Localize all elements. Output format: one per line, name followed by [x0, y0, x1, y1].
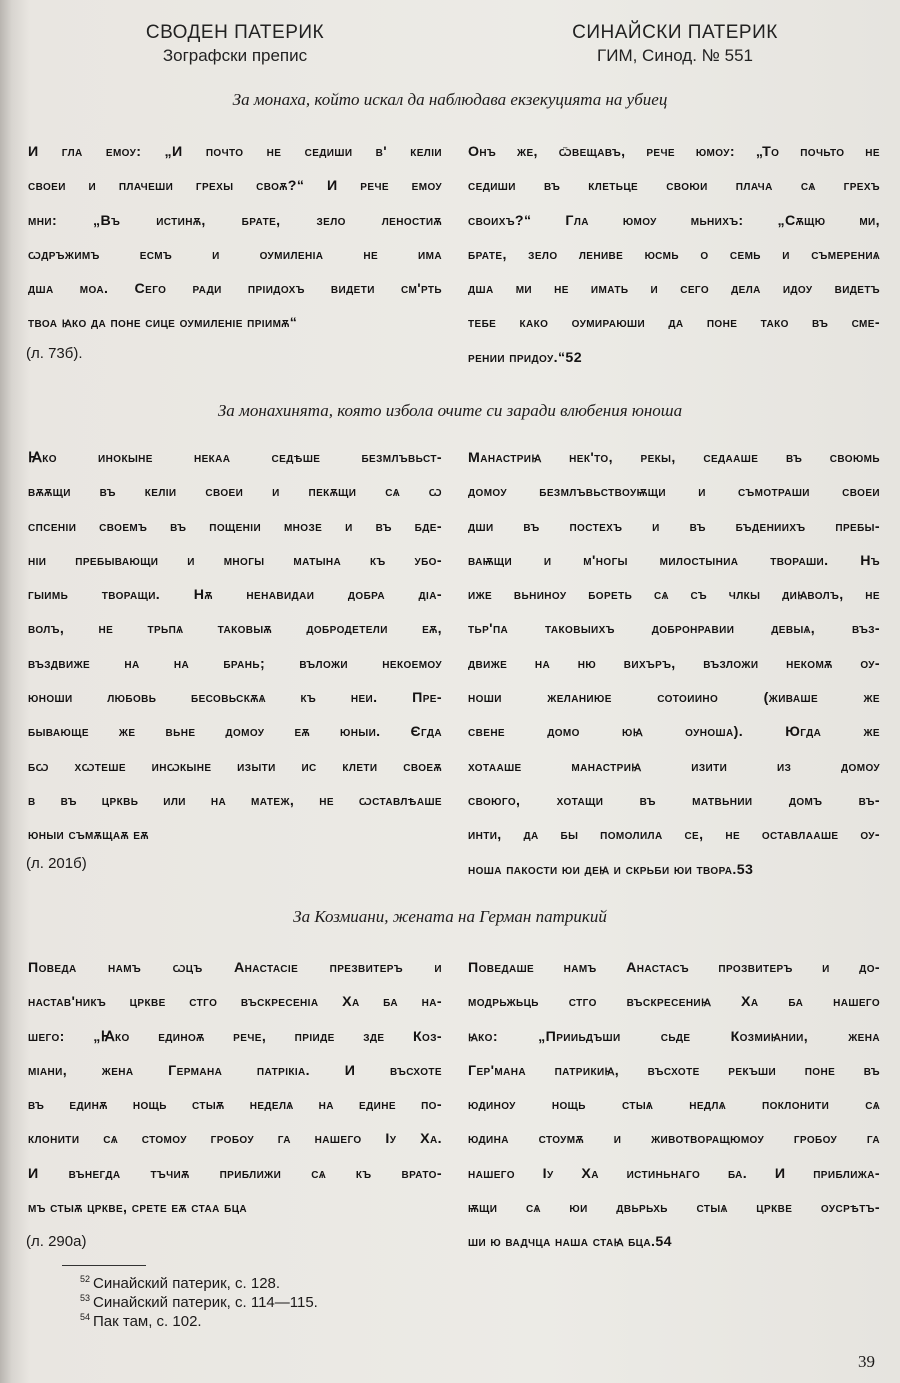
text-line: дши въ постехъ и въ бъдениихъ пребы-: [468, 518, 880, 535]
text-line: ѡдръжимъ есмъ и оумиленіа не има: [28, 246, 442, 263]
section-title: За монахинята, която избола очите си заради влюбения юноша: [217, 401, 683, 420]
left-column-text: [28, 441, 442, 853]
right-header: [550, 22, 800, 66]
text-line: И гла емоу: „И почто не седиши в' келіи: [28, 144, 442, 160]
footnote-number: 53: [80, 1293, 91, 1303]
text-line: рении придоу.“52: [468, 349, 583, 366]
text-line: своюго, хотащи въ матвьнии домъ въ-: [468, 792, 880, 809]
text-line: твоа ꙗко да поне сице оумиленіе пріимѫ“: [28, 315, 298, 332]
text-line: мни: „Въ истинѫ, брате, зело леностиѫ: [28, 212, 442, 229]
left-header-subtitle: Зографски препис: [162, 46, 308, 65]
text-line: нашего Іу Ха истиньнаго ба. И приближа-: [468, 1165, 880, 1182]
text-line: ши ю вадчца наша стаꙗ бца.54: [468, 1234, 672, 1251]
text-line: гыимь творащи. Нѫ ненавидаи добра діа-: [28, 587, 442, 604]
text-line: вѫѫщи въ келіи своеи и пекѫщи сѧ ѡ: [28, 484, 442, 501]
footnote-divider: [62, 1265, 146, 1266]
text-line: модрьжьць стго въскресениꙗ Ха ба нашего: [468, 994, 880, 1011]
footnote-text: Пак там, с. 102.: [93, 1313, 202, 1330]
footnote-number: 54: [80, 1312, 91, 1322]
text-line: Онъ же, ѿвещавъ, рече юмоу: „То почьто не: [468, 144, 880, 160]
text-line: ноши желаниюе сотоиино (живаше же: [468, 690, 880, 707]
text-line: юдина стоумѫ и животворащюмоу гробоу га: [468, 1131, 880, 1148]
section-title: За монаха, който искал да наблюдава екзекуцията на убиец: [232, 90, 668, 109]
text-line: тебе како оумираюши да поне тако въ сме-: [468, 315, 880, 332]
left-header-title: СВОДЕН ПАТЕРИК: [145, 22, 325, 43]
right-column-text: [468, 951, 880, 1260]
folio-reference: (л. 73б).: [26, 345, 83, 362]
text-line: тьр'па таковыихъ добронравии девыѧ, въз-: [468, 621, 880, 638]
text-line: волъ, не трьпѧ таковыѫ добродетели еѫ,: [28, 621, 442, 638]
text-line: ноша пакости юи деꙗ и скрьби юи твора.53: [468, 861, 754, 878]
footnote-text: Синайский патерик, с. 128.: [93, 1275, 281, 1292]
left-column-text: [28, 951, 442, 1225]
folio-reference: (л. 290а): [26, 1233, 87, 1250]
text-line: ніи пребывающи и многы матына къ убо-: [28, 552, 442, 569]
text-line: ꙗко: „Прииьдъши сьде Козмиꙗнии, жена: [468, 1028, 880, 1045]
text-line: инти, да бы помолила се, не оставлааше оу-: [468, 827, 880, 844]
left-header: [120, 22, 350, 66]
text-line: мъ стыѫ црквe, срете еѫ стаа бца: [28, 1200, 248, 1217]
left-column-text: [28, 135, 442, 341]
text-line: Поведаше намъ Анастасъ прозвитеръ и до-: [468, 960, 880, 976]
text-line: седиши въ клетьце своюи плача сѧ грехъ: [468, 178, 880, 195]
text-line: брате, зело лениве юсмь о семь и съмерениѧ: [468, 246, 880, 263]
text-line: бѡ хѡтеше инѡкыне изыти ис клети своеѫ: [28, 758, 442, 775]
text-line: бывающе же вьне домоу еѫ юныи. Єгда: [28, 724, 442, 741]
footnote-number: 52: [80, 1274, 91, 1284]
text-line: юдиноу нощь стыѧ недлѧ поклонити сѧ: [468, 1097, 880, 1114]
text-line: хотааше манастриꙗ изити из домоу: [468, 758, 880, 775]
text-line: Манастриꙗ нек'то, рекы, седааше въ своюмь: [468, 450, 880, 466]
text-line: в въ црквь или на матеж, не ѡставлѣаше: [28, 792, 442, 809]
text-line: клонити сѧ стомоу гробоу га нашего Іу Ха.: [28, 1131, 442, 1148]
right-column-text: [468, 135, 880, 375]
text-line: свене домо юꙗ оуноша). Югда же: [468, 724, 880, 741]
right-header-subtitle: ГИМ, Синод. № 551: [597, 46, 753, 65]
text-line: дша моа. Сего ради пріидохъ видети см'рть: [28, 281, 442, 298]
right-header-title: СИНАЙСКИ ПАТЕРИК: [572, 22, 778, 43]
text-line: Ꙗко инокыне некаа седѣше безмлъвьст-: [28, 450, 442, 466]
text-line: своеи и плачеши грехы своѫ?“ И рече емоу: [28, 178, 442, 195]
text-line: шего: „Ꙗко единоѫ рече, пріиде зде Коз-: [28, 1028, 442, 1045]
text-line: Гер'мана патрикиꙗ, въсхоте рекъши поне въ: [468, 1062, 880, 1079]
text-line: ѭщи сѧ юи двьрьхь стыѧ црквe оусрѣтъ-: [468, 1200, 880, 1217]
text-line: юноши любовь бесовьскѫѧ къ неи. Пре-: [28, 690, 442, 707]
text-line: своихъ?“ Гла юмоу мьнихъ: „Сѫщю ми,: [468, 212, 880, 229]
text-line: міани, жена Германа патрікіа. И въсхоте: [28, 1062, 442, 1079]
text-line: спсеніи своемъ въ пощеніи мнозе и въ бде-: [28, 518, 442, 535]
section-title: За Козмиани, жената на Герман патрикий: [293, 907, 607, 926]
right-column-text: [468, 441, 880, 887]
text-line: въ единѫ нощь стыѫ неделѧ на едине по-: [28, 1097, 442, 1114]
text-line: домоу безмлъвьствоуѭщи и съмотраши своеи: [468, 484, 880, 501]
folio-reference: (л. 201б): [26, 855, 87, 872]
text-line: въздвиже на на брань; въложи некоемоу: [28, 655, 442, 672]
page-number: 39: [858, 1352, 875, 1371]
footnote: [80, 1308, 202, 1331]
text-line: юныи съмѫщаѫ еѫ: [28, 827, 149, 844]
text-line: ваѭщи и м'ногы милостыниа твораши. Нъ: [468, 552, 880, 569]
text-line: движе на ню вихъръ, възложи некомѫ оу-: [468, 655, 880, 672]
text-line: дша ми не имать и сего дела идоу видетъ: [468, 281, 880, 298]
text-line: иже вьниноу бореть сѧ съ члкы диꙗволъ, не: [468, 587, 880, 604]
text-line: настав'никъ црквe стго въскресеніа Ха ба на-: [28, 994, 442, 1011]
footnote-text: Синайский патерик, с. 114—115.: [93, 1294, 318, 1311]
text-line: И вънегда тъчиѫ приближи сѧ къ врато-: [28, 1165, 442, 1182]
text-line: Поведа намъ ѡцъ Анастасіе презвитеръ и: [28, 960, 442, 976]
